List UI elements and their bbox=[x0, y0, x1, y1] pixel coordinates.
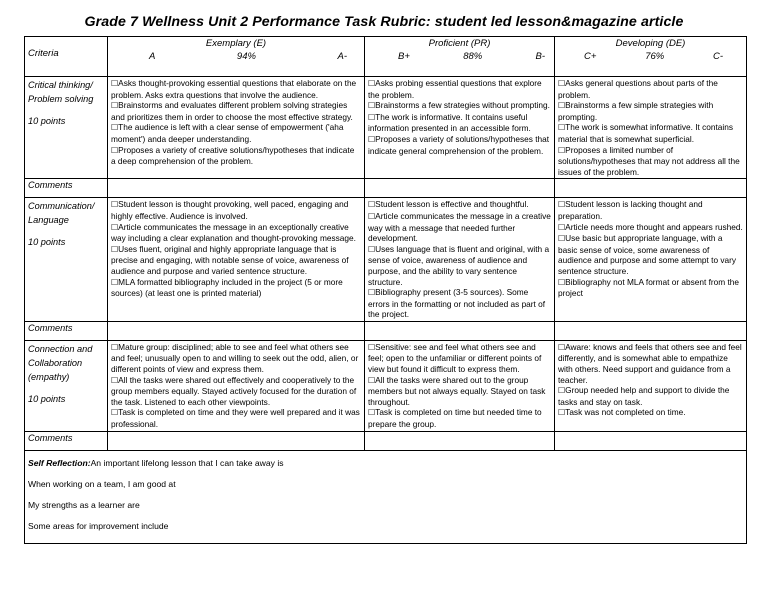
checkbox-icon[interactable]: ☐ bbox=[558, 234, 566, 244]
descriptor-item bbox=[558, 233, 743, 276]
checkbox-icon[interactable]: ☐ bbox=[558, 79, 566, 88]
checkbox-icon[interactable]: ☐ bbox=[558, 277, 566, 287]
descriptor-text: All the tasks were shared out effectively and cooperatively to the group members equally. Stayed actively focused for the duration of the task. Listened to each other viewpoints. bbox=[111, 374, 357, 407]
reflection-line bbox=[28, 453, 743, 474]
descriptor-text: Use basic but appropriate language, with a basic sense of voice, some awareness of audience and purpose and some attempt to vary sentence structure. bbox=[558, 233, 737, 276]
descriptor-item bbox=[558, 100, 743, 122]
descriptor-text: Uses fluent, original and highly appropriate language that is precise and engaging, with notable sense of voice, awareness of audience and purpose and varied sentence structure. bbox=[111, 243, 349, 276]
descriptor-text: The work is somewhat informative. It contains material that is somewhat superficial. bbox=[558, 122, 734, 144]
checkbox-icon[interactable]: ☐ bbox=[368, 101, 376, 111]
grade-percent: 94% bbox=[236, 51, 256, 62]
descriptor-item bbox=[111, 145, 361, 167]
descriptor-item bbox=[111, 375, 361, 408]
proficient-cell bbox=[365, 340, 555, 431]
descriptor-item bbox=[111, 100, 361, 122]
checkbox-icon[interactable]: ☐ bbox=[558, 408, 566, 418]
checkbox-icon[interactable]: ☐ bbox=[111, 123, 119, 133]
level-header-exemplary bbox=[108, 37, 365, 77]
descriptor-item bbox=[111, 199, 361, 221]
checkbox-icon[interactable]: ☐ bbox=[111, 408, 119, 418]
descriptor-item bbox=[111, 244, 361, 277]
criterion-cell bbox=[25, 77, 108, 179]
checkbox-icon[interactable]: ☐ bbox=[111, 342, 119, 352]
descriptor-text: Bibliography not MLA format or absent from the project bbox=[558, 276, 740, 299]
descriptor-item bbox=[558, 407, 743, 419]
checkbox-icon[interactable]: ☐ bbox=[111, 200, 119, 210]
reflection-prompt: Some areas for improvement include bbox=[28, 520, 169, 531]
checkbox-icon[interactable]: ☐ bbox=[368, 134, 376, 144]
descriptor-text: The audience is left with a clear sense of empowerment ('aha moment') anda deeper understanding. bbox=[111, 122, 344, 144]
criterion-name: Communication/ Language bbox=[28, 201, 95, 226]
descriptor-item bbox=[368, 407, 551, 429]
level-name: Proficient (PR) bbox=[428, 38, 491, 49]
level-header-proficient bbox=[365, 37, 555, 77]
descriptor-item bbox=[368, 100, 551, 112]
descriptor-item bbox=[111, 222, 361, 244]
descriptor-text: Student lesson is lacking thought and preparation. bbox=[558, 199, 703, 221]
developing-cell bbox=[555, 340, 747, 431]
checkbox-icon[interactable]: ☐ bbox=[368, 342, 376, 352]
descriptor-text: Proposes a variety of solutions/hypotheses that indicate general comprehension of the problem. bbox=[368, 133, 550, 156]
descriptor-text: Article needs more thought and appears rushed. bbox=[565, 221, 743, 232]
checkbox-icon[interactable]: ☐ bbox=[111, 222, 119, 232]
proficient-cell bbox=[365, 198, 555, 322]
checkbox-icon[interactable]: ☐ bbox=[111, 145, 119, 155]
self-reflection-row bbox=[25, 450, 747, 543]
descriptor-item bbox=[558, 78, 743, 100]
criterion-points: 10 points bbox=[28, 116, 66, 126]
comments-label: Comments bbox=[25, 431, 108, 450]
comment-field[interactable] bbox=[108, 321, 365, 340]
descriptor-text: Brainstorms a few strategies without prompting. bbox=[375, 100, 550, 111]
descriptor-text: Article communicates the message in an exceptionally creative way including a clear explanation and thought-provoking message. bbox=[111, 221, 356, 244]
grade-scale bbox=[558, 50, 743, 63]
descriptor-text: Task was not completed on time. bbox=[565, 407, 686, 418]
descriptor-text: Student lesson is thought provoking, well paced, engaging and highly effective. Audience is involved. bbox=[111, 199, 349, 221]
grade-high: B+ bbox=[398, 51, 410, 62]
reflection-prompt: My strengths as a learner are bbox=[28, 499, 140, 510]
comments-row bbox=[25, 431, 747, 450]
descriptor-text: Proposes a variety of creative solutions/hypotheses that indicate a deep comprehension of the problem. bbox=[111, 144, 355, 167]
descriptor-text: Brainstorms a few simple strategies with prompting. bbox=[558, 100, 714, 122]
reflection-prompt: When working on a team, I am good at bbox=[28, 478, 176, 489]
descriptor-text: Brainstorms and evaluates different problem solving strategies and prioritizes them in order to choose the most effective strategy. bbox=[111, 100, 353, 122]
exemplary-cell bbox=[108, 340, 365, 431]
descriptor-item bbox=[111, 122, 361, 144]
descriptor-item bbox=[111, 342, 361, 375]
checkbox-icon[interactable]: ☐ bbox=[368, 200, 376, 210]
descriptor-item bbox=[368, 342, 551, 375]
comment-field[interactable] bbox=[555, 431, 747, 450]
checkbox-icon[interactable]: ☐ bbox=[368, 408, 376, 418]
comment-field[interactable] bbox=[555, 321, 747, 340]
descriptor-item bbox=[558, 385, 743, 407]
descriptor-item bbox=[558, 199, 743, 221]
descriptor-text: Asks probing essential questions that explore the problem. bbox=[368, 78, 542, 100]
self-reflection-cell[interactable] bbox=[25, 450, 747, 543]
checkbox-icon[interactable]: ☐ bbox=[368, 244, 376, 254]
checkbox-icon[interactable]: ☐ bbox=[111, 244, 119, 254]
rubric-table bbox=[24, 36, 747, 544]
descriptor-item bbox=[368, 134, 551, 156]
comment-field[interactable] bbox=[365, 431, 555, 450]
criterion-row bbox=[25, 198, 747, 322]
checkbox-icon[interactable]: ☐ bbox=[558, 386, 566, 396]
comments-row bbox=[25, 179, 747, 198]
criterion-points: 10 points bbox=[28, 237, 66, 248]
comment-field[interactable] bbox=[108, 431, 365, 450]
criterion-cell bbox=[25, 198, 108, 322]
checkbox-icon[interactable]: ☐ bbox=[558, 222, 566, 232]
developing-cell bbox=[555, 77, 747, 179]
comments-row bbox=[25, 321, 747, 340]
level-header-developing bbox=[555, 37, 747, 77]
developing-cell bbox=[555, 198, 747, 322]
descriptor-item bbox=[368, 287, 551, 320]
grade-scale bbox=[111, 50, 361, 63]
checkbox-icon[interactable]: ☐ bbox=[558, 145, 566, 155]
page-title: Grade 7 Wellness Unit 2 Performance Task Rubric: student led lesson&magazine article bbox=[84, 14, 684, 30]
grade-low: C- bbox=[712, 51, 723, 62]
checkbox-icon[interactable]: ☐ bbox=[368, 288, 376, 298]
grade-low: A- bbox=[337, 51, 347, 62]
checkbox-icon[interactable]: ☐ bbox=[368, 79, 376, 88]
checkbox-icon[interactable]: ☐ bbox=[558, 342, 566, 352]
descriptor-text: Task is completed on time and they were well prepared and it was professional. bbox=[111, 407, 360, 430]
checkbox-icon[interactable]: ☐ bbox=[111, 277, 119, 287]
descriptor-item bbox=[558, 277, 743, 299]
descriptor-item bbox=[111, 78, 361, 100]
descriptor-item bbox=[368, 78, 551, 100]
reflection-intro: An important lifelong lesson that I can take away is bbox=[90, 457, 284, 468]
checkbox-icon[interactable]: ☐ bbox=[368, 375, 376, 385]
grade-percent: 88% bbox=[463, 51, 483, 62]
descriptor-item bbox=[368, 112, 551, 134]
exemplary-cell bbox=[108, 198, 365, 322]
descriptor-item bbox=[368, 199, 551, 211]
descriptor-item bbox=[558, 122, 743, 144]
descriptor-text: Aware: knows and feels that others see and feel differently, and is somewhat able to empathize with others. Need support and guidance from a teacher. bbox=[558, 341, 742, 385]
descriptor-text: Task is completed on time but needed time to prepare the group. bbox=[368, 407, 542, 430]
descriptor-item bbox=[111, 277, 361, 299]
descriptor-text: The work is informative. It contains useful information presented in an accessible form. bbox=[368, 111, 531, 134]
header-row bbox=[25, 37, 747, 77]
level-name: Developing (DE) bbox=[615, 38, 686, 49]
comment-field[interactable] bbox=[365, 179, 555, 198]
descriptor-text: Asks thought-provoking essential questions that elaborate on the problem. Asks extra questions that involve the audience. bbox=[111, 78, 357, 100]
descriptor-item bbox=[368, 244, 551, 287]
descriptor-text: Mature group: disciplined; able to see and feel what others see and feel; unusually open to and willing to seek out the odd, alien, or different points of view and express them. bbox=[111, 341, 359, 375]
descriptor-text: Proposes a limited number of solutions/hypotheses that may not address all the issues of the problem. bbox=[558, 144, 740, 177]
criterion-name: Critical thinking/ Problem solving bbox=[28, 80, 94, 104]
grade-high: A bbox=[149, 51, 156, 62]
descriptor-text: Asks general questions about parts of the problem. bbox=[558, 78, 718, 100]
proficient-cell bbox=[365, 77, 555, 179]
checkbox-icon[interactable]: ☐ bbox=[558, 101, 566, 111]
checkbox-icon[interactable]: ☐ bbox=[558, 123, 566, 133]
criterion-row bbox=[25, 340, 747, 431]
descriptor-item bbox=[558, 342, 743, 385]
descriptor-item bbox=[111, 407, 361, 429]
reflection-label: Self Reflection: bbox=[28, 457, 91, 468]
descriptor-text: Bibliography present (3-5 sources). Some errors in the formatting or not included as part of the project. bbox=[368, 287, 546, 320]
descriptor-text: MLA formatted bibliography included in the project (5 or more sources) (at least one is printed material) bbox=[111, 276, 343, 299]
descriptor-text: Uses language that is fluent and original, with a sense of voice, awareness of audience and purpose, and the ability to vary sentence structure. bbox=[368, 243, 550, 287]
grade-low: B- bbox=[535, 51, 545, 62]
descriptor-item bbox=[558, 222, 743, 234]
checkbox-icon[interactable]: ☐ bbox=[111, 101, 119, 111]
grade-scale bbox=[368, 50, 551, 63]
descriptor-text: Student lesson is effective and thoughtful. bbox=[375, 199, 529, 210]
comment-field[interactable] bbox=[555, 179, 747, 198]
grade-percent: 76% bbox=[645, 51, 665, 62]
descriptor-text: Group needed help and support to divide the tasks and stay on task. bbox=[558, 385, 730, 407]
criterion-row bbox=[25, 77, 747, 179]
comment-field[interactable] bbox=[365, 321, 555, 340]
descriptor-text: Sensitive: see and feel what others see and feel; open to the unfamiliar or different points of view but found it difficult to express them. bbox=[368, 341, 542, 375]
criterion-points: 10 points bbox=[28, 393, 66, 404]
criterion-name: Connection and Collaboration (empathy) bbox=[28, 343, 93, 382]
comments-label: Comments bbox=[25, 179, 108, 198]
checkbox-icon[interactable]: ☐ bbox=[111, 375, 119, 385]
comment-field[interactable] bbox=[108, 179, 365, 198]
comments-label: Comments bbox=[25, 321, 108, 340]
descriptor-item bbox=[558, 145, 743, 178]
checkbox-icon[interactable]: ☐ bbox=[558, 200, 566, 210]
criterion-cell bbox=[25, 340, 108, 431]
descriptor-text: All the tasks were shared out to the group members but not always equally. Stayed on task throughout. bbox=[368, 374, 546, 407]
checkbox-icon[interactable]: ☐ bbox=[368, 112, 376, 122]
level-name: Exemplary (E) bbox=[205, 38, 267, 49]
grade-high: C+ bbox=[584, 51, 597, 62]
descriptor-item bbox=[368, 375, 551, 408]
checkbox-icon[interactable]: ☐ bbox=[111, 79, 119, 88]
criteria-header: Criteria bbox=[25, 37, 108, 77]
checkbox-icon[interactable]: ☐ bbox=[368, 211, 376, 221]
descriptor-item bbox=[368, 211, 551, 244]
descriptor-text: Article communicates the message in a creative way with a message that needed further development. bbox=[368, 210, 551, 244]
exemplary-cell bbox=[108, 77, 365, 179]
